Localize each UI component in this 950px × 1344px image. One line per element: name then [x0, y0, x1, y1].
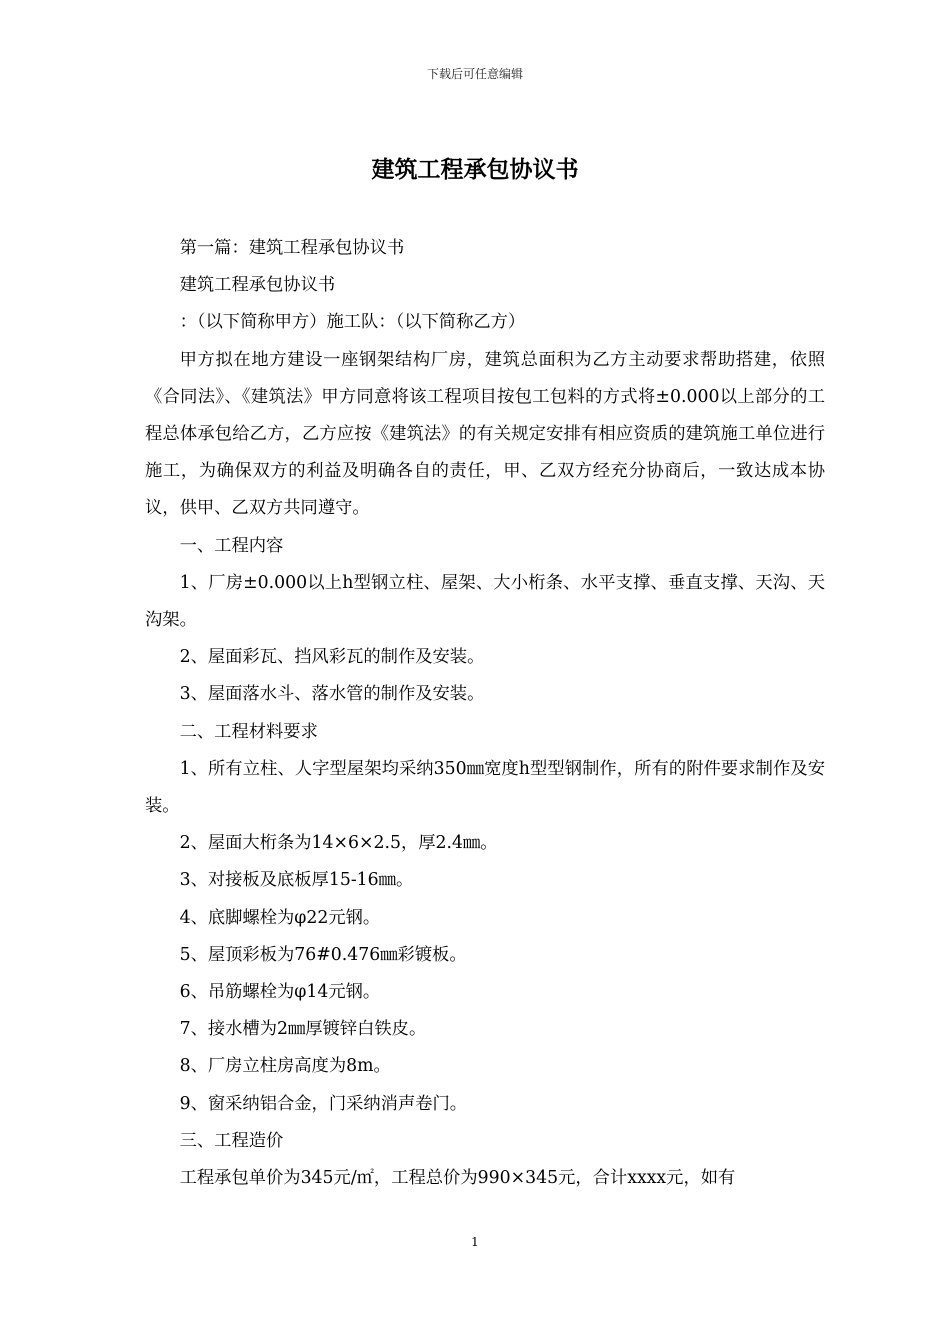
paragraph: 2、屋面大桁条为14×6×2.5，厚2.4㎜。 — [179, 833, 498, 854]
paragraph: 建筑工程承包协议书 — [179, 275, 336, 296]
paragraph: 8、厂房立柱房高度为8m。 — [179, 1056, 391, 1077]
paragraph: 2、屋面彩瓦、挡风彩瓦的制作及安装。 — [179, 647, 485, 668]
paragraph: 工程承包单价为345元/㎡，工程总价为990×345元，合计xxxx元，如有 — [179, 1168, 736, 1189]
paragraph: 9、窗采纳铝合金，门采纳消声卷门。 — [179, 1093, 468, 1114]
paragraph: 1、所有立柱、人字型屋架均采纳350㎜宽度h型型钢制作，所有的附件要求制作及安装。 — [145, 758, 825, 817]
paragraph: 6、吊筋螺栓为φ14元钢。 — [179, 982, 381, 1003]
paragraph: 3、对接板及底板厚15-16㎜。 — [179, 870, 414, 891]
paragraph: 7、接水槽为2㎜厚镀锌白铁皮。 — [179, 1019, 427, 1040]
section-heading: 三、工程造价 — [179, 1130, 284, 1151]
paragraph: 3、屋面落水斗、落水管的制作及安装。 — [179, 684, 485, 705]
paragraph: 5、屋顶彩板为76#0.476㎜彩镀板。 — [179, 944, 467, 965]
paragraph: 第一篇：建筑工程承包协议书 — [179, 238, 405, 258]
document-title: 建筑工程承包协议书 — [371, 156, 579, 183]
page-number: 1 — [471, 1235, 479, 1249]
section-heading: 一、工程内容 — [179, 535, 284, 556]
paragraph: 甲方拟在地方建设一座钢架结构厂房，建筑总面积为乙方主动要求帮助搭建，依照《合同法》、《建筑法》甲方同意将该工程项目按包工包料的方式将±0.000以上部分的工程总体承包给乙方，乙方应按《建筑法》的有关规定安排有相应资质的建筑施工单位进行施工，为确保双方的利益及明确各自的责任，甲、乙双方经充分协商后，一致达成本协议，供甲、乙双方共同遵守。 — [145, 349, 825, 519]
page-header: 下载后可任意编辑 — [426, 67, 523, 81]
document-body — [145, 230, 825, 1197]
paragraph: ：（以下简称甲方）施工队：（以下简称乙方） — [179, 312, 526, 333]
section-heading: 二、工程材料要求 — [179, 721, 318, 742]
paragraph: 4、底脚螺栓为φ22元钢。 — [179, 907, 381, 928]
paragraph: 1、厂房±0.000以上h型钢立柱、屋架、大小桁条、水平支撑、垂直支撑、天沟、天沟架。 — [145, 572, 825, 631]
